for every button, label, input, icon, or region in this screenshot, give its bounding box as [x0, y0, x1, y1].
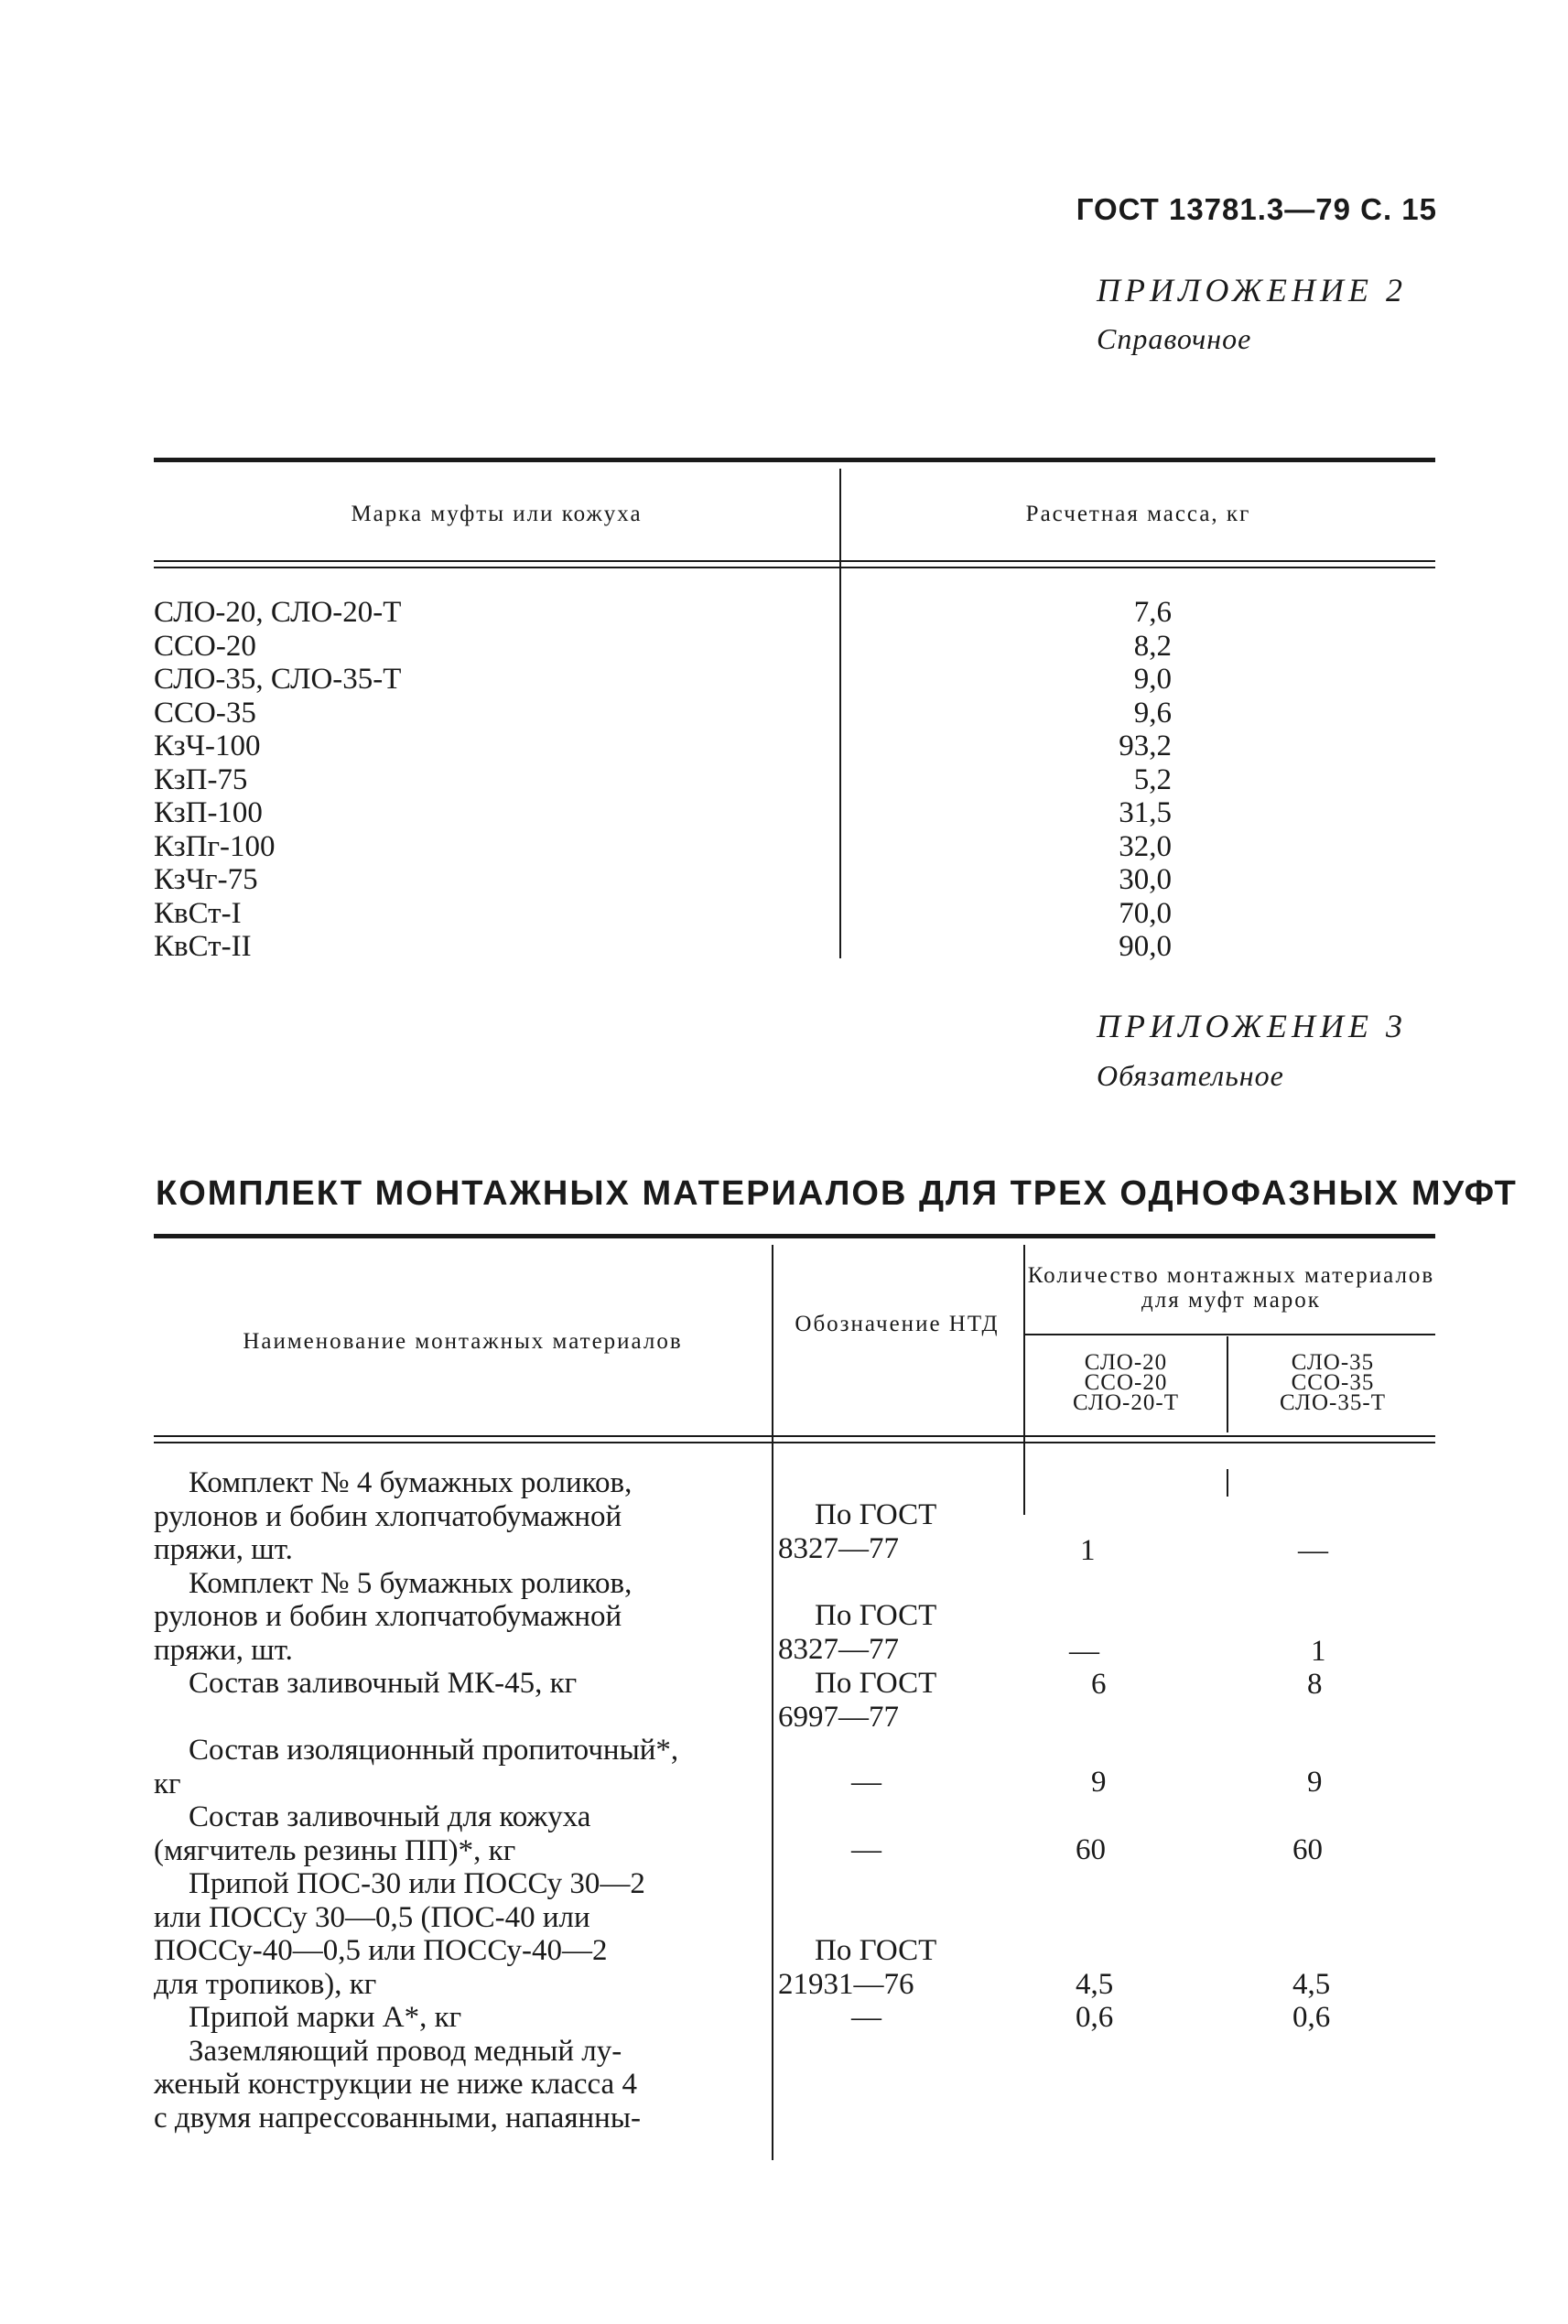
ntd-cell	[851, 1833, 925, 1867]
table1-row-mass: 32,0	[1119, 829, 1172, 863]
name-line: Заземляющий провод медный лу-	[189, 2034, 622, 2068]
qty-cell: 6	[1091, 1668, 1107, 1701]
ntd-cell	[851, 2001, 925, 2035]
table2-row-name	[154, 1466, 744, 1567]
qty-cell: 0,6	[1076, 2001, 1114, 2034]
name-line: ПОССу-40—0,5 или ПОССу-40—2	[154, 1934, 608, 1967]
appendix-3-title: ПРИЛОЖЕНИЕ 3	[1097, 1008, 1407, 1044]
table2-divider-1	[772, 1245, 773, 2160]
ntd-line: 6997—77	[778, 1700, 899, 1734]
ntd-line: 8327—77	[778, 1531, 899, 1565]
ntd-line: 8327—77	[778, 1632, 899, 1666]
qty-cell: 1	[1311, 1635, 1326, 1668]
ntd-line: —	[851, 1833, 881, 1866]
table2-row-name	[154, 1667, 744, 1734]
table1-row-name: СЛО-35, СЛО-35-Т	[154, 663, 402, 696]
table1-row-name: КвСт-I	[154, 896, 242, 930]
qty-cell: 9	[1091, 1766, 1107, 1799]
qty-cell: 8	[1307, 1668, 1323, 1701]
name-line: (мягчитель резины ПП)*, кг	[154, 1833, 516, 1867]
ntd-line: По ГОСТ	[815, 1667, 937, 1700]
page-header: ГОСТ 13781.3—79 С. 15	[1076, 192, 1437, 226]
table2-row-name	[154, 2001, 744, 2035]
table2-names	[154, 1466, 744, 2135]
table1-row-name: КзЧг-75	[154, 863, 258, 896]
ntd-cell	[778, 1599, 998, 1666]
table1-row-mass: 30,0	[1119, 863, 1172, 896]
table2-row-name	[154, 1567, 744, 1668]
name-line: Комплект № 5 бумажных роликов,	[189, 1566, 633, 1600]
table1-row-mass: 9,0	[1133, 663, 1172, 696]
name-line: Состав заливочный МК-45, кг	[189, 1667, 578, 1700]
table2-header-qty: Количество монтажных материалов для муфт марок	[1027, 1263, 1435, 1313]
table1-names	[154, 596, 831, 964]
qty-cell: —	[1298, 1534, 1328, 1567]
table2-top-rule	[154, 1234, 1435, 1238]
name-line: женый конструкции не ниже класса 4	[154, 2068, 637, 2101]
table1-row-mass: 90,0	[1119, 930, 1172, 963]
name-line: Припой марки А*, кг	[189, 2001, 462, 2034]
name-line: для тропиков), кг	[154, 1967, 377, 2001]
table1-row-name: СЛО-20, СЛО-20-Т	[154, 596, 402, 629]
table1-row-mass: 70,0	[1119, 896, 1172, 930]
appendix-2-title: ПРИЛОЖЕНИЕ 2	[1097, 272, 1407, 308]
table2-divider-3b	[1227, 1469, 1228, 1497]
table2-header-rule-1	[154, 1435, 1435, 1437]
name-line: с двумя напрессованными, напаянны-	[154, 2101, 641, 2135]
subheader-mark: СЛО-20-Т	[1073, 1390, 1179, 1415]
table1-row-mass: 8,2	[1133, 629, 1172, 663]
table2-divider-3	[1227, 1336, 1228, 1432]
name-line: Припой ПОС-30 или ПОССу 30—2	[189, 1867, 645, 1900]
subheader-mark: СЛО-35	[1291, 1350, 1375, 1375]
name-line: пряжи, шт.	[154, 1633, 293, 1667]
name-line: рулонов и бобин хлопчатобумажной	[154, 1499, 622, 1533]
ntd-line: —	[851, 1766, 881, 1799]
subheader-mark: СЛО-20	[1084, 1350, 1168, 1375]
table2-header-name: Наименование монтажных материалов	[243, 1329, 683, 1354]
name-line: Состав изоляционный пропиточный*,	[189, 1734, 679, 1767]
qty-cell: 9	[1307, 1766, 1323, 1799]
qty-cell: —	[1069, 1635, 1099, 1668]
table1-row-name: КзЧ-100	[154, 730, 261, 762]
qty-cell: 0,6	[1292, 2001, 1331, 2034]
table2-subheader-col2	[1230, 1350, 1435, 1415]
table2-row-name	[154, 1734, 744, 1800]
table1-row-mass: 9,6	[1133, 696, 1172, 730]
qty-cell: 4,5	[1076, 1968, 1114, 2001]
subheader-mark: ССО-20	[1084, 1370, 1168, 1395]
name-line: пряжи, шт.	[154, 1533, 293, 1566]
table1-row-name: КзП-75	[154, 762, 248, 796]
table1-values	[1053, 596, 1172, 964]
table2-row-name	[154, 1867, 744, 2001]
table1-header-name: Марка муфты или кожуха	[351, 502, 643, 526]
ntd-cell	[778, 1667, 998, 1734]
table2-row-name	[154, 1800, 744, 1867]
table2-header-rule-2	[154, 1442, 1435, 1443]
table1-row-mass: 93,2	[1119, 730, 1172, 762]
qty-cell: 4,5	[1292, 1968, 1331, 2001]
table1-row-mass: 31,5	[1119, 796, 1172, 829]
table1-header-rule-2	[154, 567, 1435, 568]
name-line: или ПОССу 30—0,5 (ПОС-40 или	[154, 1900, 590, 1934]
ntd-line: —	[851, 2001, 881, 2034]
ntd-cell	[851, 1766, 925, 1800]
subheader-mark: ССО-35	[1291, 1370, 1375, 1395]
qty-cell: 1	[1080, 1534, 1096, 1567]
table2-header-ntd: Обозначение НТД	[795, 1312, 1000, 1336]
appendix-2-subtitle: Справочное	[1097, 322, 1252, 355]
appendix-3-subtitle: Обязательное	[1097, 1059, 1284, 1092]
table1-row-name: ССО-20	[154, 629, 256, 663]
table1-row-mass: 7,6	[1133, 596, 1172, 629]
table1-header-rule-1	[154, 560, 1435, 562]
name-line: рулонов и бобин хлопчатобумажной	[154, 1600, 622, 1633]
ntd-line: По ГОСТ	[815, 1498, 937, 1531]
materials-table-title: КОМПЛЕКТ МОНТАЖНЫХ МАТЕРИАЛОВ ДЛЯ ТРЕХ ОДНОФАЗНЫХ МУФТ	[156, 1174, 1518, 1213]
ntd-line: По ГОСТ	[815, 1599, 937, 1632]
subheader-mark: СЛО-35-Т	[1280, 1390, 1386, 1415]
table1-row-name: ССО-35	[154, 696, 256, 730]
qty-cell: 60	[1076, 1833, 1106, 1866]
table1-divider	[839, 469, 841, 958]
table1-row-name: КзПг-100	[154, 829, 276, 863]
table2-row-name	[154, 2035, 744, 2135]
ntd-cell	[778, 1498, 998, 1565]
table1-top-rule	[154, 458, 1435, 462]
table1-row-name: КзП-100	[154, 796, 263, 829]
ntd-cell	[778, 1934, 998, 2001]
name-line: Комплект № 4 бумажных роликов,	[189, 1466, 633, 1499]
table2-divider-2	[1023, 1245, 1025, 1515]
table1-row-name: КвСт-II	[154, 930, 252, 963]
table1-header-mass: Расчетная масса, кг	[1025, 502, 1251, 526]
ntd-line: По ГОСТ	[815, 1934, 937, 1967]
table2-subheader-col1	[1027, 1350, 1225, 1415]
name-line: кг	[154, 1767, 181, 1800]
qty-cell: 60	[1292, 1833, 1323, 1866]
ntd-line: 21931—76	[778, 1967, 914, 2001]
name-line: Состав заливочный для кожуха	[189, 1800, 591, 1833]
table2-subheader-rule	[1023, 1334, 1435, 1335]
table1-row-mass: 5,2	[1133, 762, 1172, 796]
